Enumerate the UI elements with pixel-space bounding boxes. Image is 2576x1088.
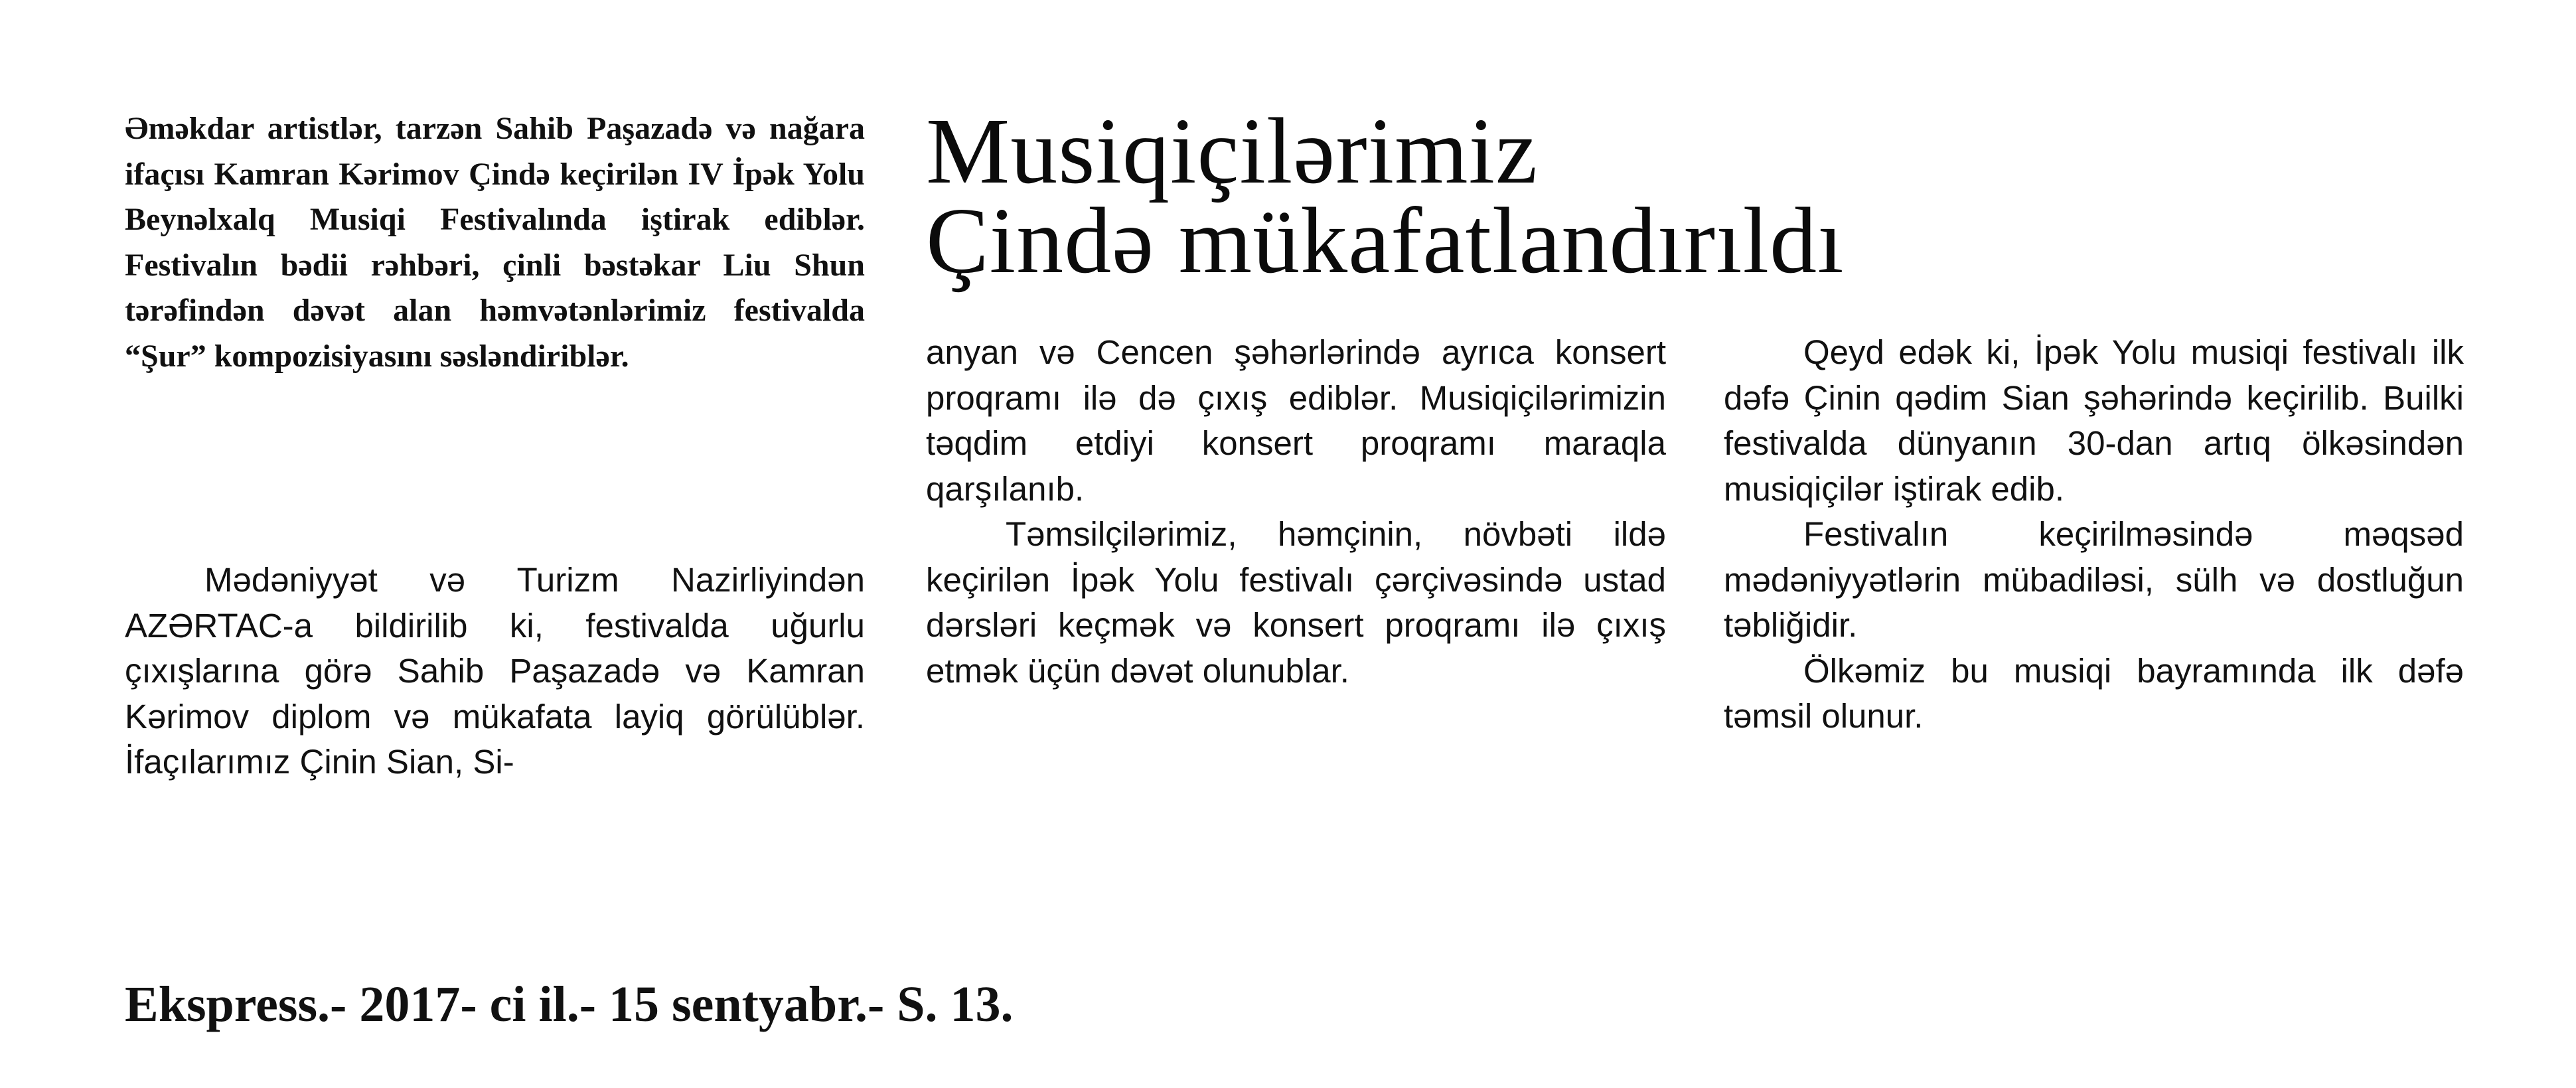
article-headline [926, 98, 2419, 293]
body-column-2 [926, 330, 1666, 694]
body-column-1 [125, 558, 865, 785]
headline-line-2: Çində mükafatlandırıldı [926, 188, 1845, 293]
article-lead: Əməkdar artistlər, tarzən Sahib Paşazadə və nağara ifaçısı Kamran Kərimov Çində keçirilən IV İpək Yolu Beynəlxalq Musiqi Festivalında iştirak ediblər. Festivalın bədii rəhbəri, çinli bəstəkar Liu Shun tərəfindən dəvət alan həmvətənlərimiz festivalda “Şur” kompozisiyasını səsləndiriblər. [125, 111, 865, 374]
body-paragraph: Festivalın keçirilməsində məqsəd mədəniyyətlərin mübadiləsi, sülh və dostluğun təbliğidir. [1724, 515, 2464, 644]
body-column-3 [1724, 330, 2464, 739]
body-paragraph: Mədəniyyət və Turizm Nazirliyindən AZƏRTAC-a bildirilib ki, festivalda uğurlu çıxışlarına görə Sahib Paşazadə və Kamran Kərimov diplom və mükafata layiq görülüblər. İfaçılarımız Çinin Sian, Si- [125, 561, 865, 781]
body-paragraph: Qeyd edək ki, İpək Yolu musiqi festivalı ilk dəfə Çinin qədim Sian şəhərində keçirilib. Builki festivalda dünyanın 30-dan artıq ölkəsindən musiqiçilər iştirak edib. [1724, 333, 2464, 508]
body-paragraph: Ölkəmiz bu musiqi bayramında ilk dəfə təmsil olunur. [1724, 651, 2464, 735]
body-paragraph: Təmsilçilərimiz, həmçinin, növbəti ildə keçirilən İpək Yolu festivalı çərçivəsində ustad dərsləri keçmək və konsert proqramı ilə çıxış etmək üçün dəvət olunublar. [926, 515, 1666, 690]
headline-line-1: Musiqiçilərimiz [926, 98, 1539, 203]
source-citation: Ekspress.- 2017- ci il.- 15 sentyabr.- S. 13. [125, 976, 1014, 1032]
body-paragraph: anyan və Cencen şəhərlərində ayrıca konsert proqramı ilə də çıxış ediblər. Musiqiçilərimizin təqdim etdiyi konsert proqramı maraqla qarşılanıb. [926, 333, 1666, 508]
